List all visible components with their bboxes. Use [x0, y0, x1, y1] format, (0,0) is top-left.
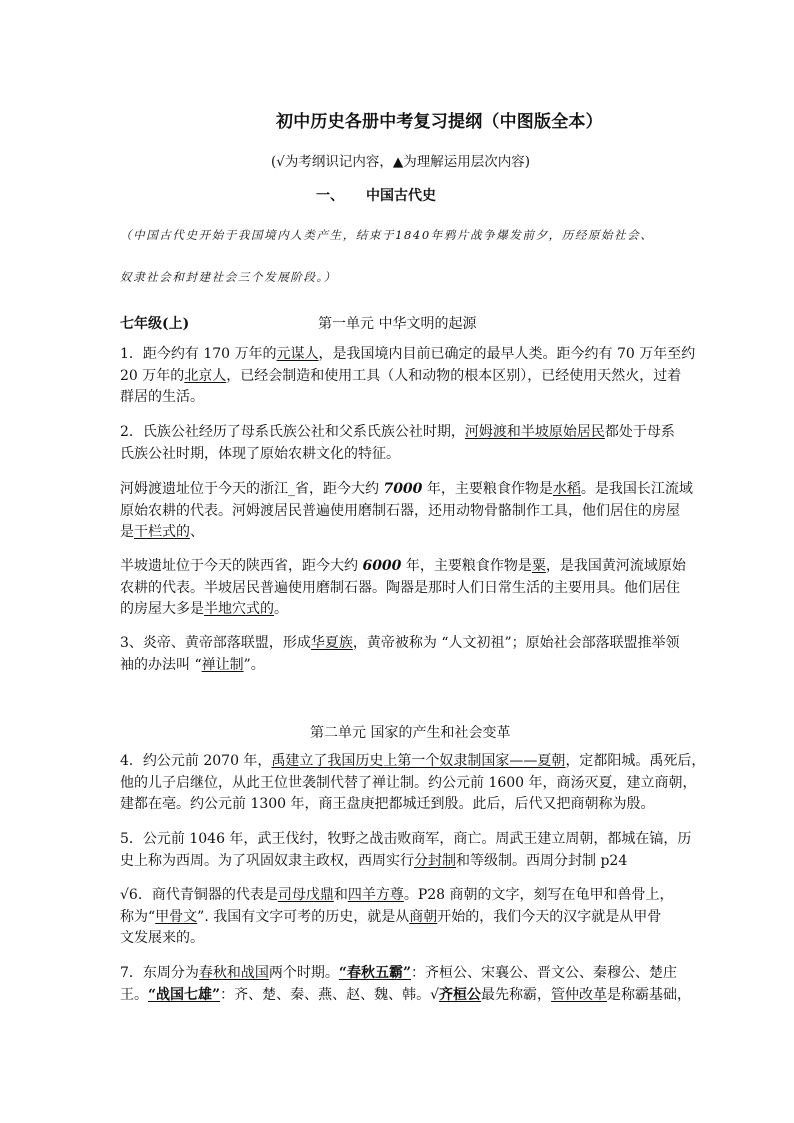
subtitle-text: 为考纲识记内容，▲为理解运用层次内容) — [284, 154, 531, 170]
term-duke-huan: 齐桓公 — [439, 986, 482, 1003]
subtitle-open: ( — [271, 154, 277, 170]
intro-line-1: （中国古代史开始于我国境内人类产生，结束于1840年鸦片战争爆发前夕，历经原始社会、 — [120, 228, 654, 242]
term-shang: 商朝 — [409, 908, 438, 925]
term-simuwu-ding: 司母戊鼎 — [277, 887, 334, 903]
term-siyang-fangzun: 四羊方尊 — [347, 887, 404, 903]
term-ganlan: 干栏式的 — [134, 524, 190, 540]
term-semi-underground: 半地穴式的 — [204, 601, 274, 617]
grade-label: 七年级(上) — [120, 316, 190, 332]
term-guanzhong-reform: 管仲改革 — [551, 986, 608, 1003]
paragraph-5: 5．公元前 1046 年，武王伐纣，牧野之战击败商军，商亡。周武王建立周朝，都城在镐，历 史上称为西周。为了巩固奴隶主政权，西周实行分封制和等级制。西周分封制 p24 — [120, 831, 692, 869]
term-millet: 粟 — [531, 558, 546, 574]
check-mark-icon: √ — [276, 154, 285, 170]
term-xia-dynasty: 禹建立了我国历史上第一个奴隶制国家——夏朝 — [271, 753, 566, 769]
paragraph-6: √6．商代青铜器的代表是司母戊鼎和四羊方尊。P28 商朝的文字，刻写在龟甲和兽骨上， 称为“甲骨文”. 我国有文字可考的历史，就是从商朝开始的，我们今天的汉字就是从甲骨 文发展来的。 — [120, 887, 674, 946]
term-yuanmou: 元谋人 — [276, 346, 319, 362]
unit-1-title: 第一单元 中华文明的起源 — [318, 316, 477, 332]
paragraph-1: 1．距今约有 170 万年的元谋人，是我国境内目前已确定的最早人类。距今约有 70 万年至约 20 万年的北京人，已经会制造和使用工具（人和动物的根本区别），已经使用天然火，过着 群居的生活。 — [120, 346, 696, 405]
term-huaxia: 华夏族 — [310, 635, 353, 651]
paragraph-banpo: 半坡遗址位于今天的陕西省，距今大约 6000 年，主要粮食作物是粟，是我国黄河流域原始 农耕的代表。半坡居民普遍使用磨制石器。陶器是那时人们日常生活的主要用具。他们居住 的房屋大多是半地穴式的。 — [120, 558, 686, 617]
paragraph-3: 3、炎帝、黄帝部落联盟，形成华夏族，黄帝被称为 “人文初祖”；原始社会部落联盟推举领 袖的办法叫 “禅让制”。 — [120, 635, 680, 673]
term-abdication: 禅让制 — [201, 656, 244, 673]
paragraph-7: 7．东周分为春秋和战国两个时期。“春秋五霸”：齐桓公、宋襄公、晋文公、秦穆公、楚庄 王。“战国七雄”：齐、楚、秦、燕、赵、魏、韩。√齐桓公最先称霸，管仲改革是称霸基础， — [120, 965, 692, 1003]
term-oracle-bone: 甲骨文 — [155, 908, 198, 925]
intro-line-2: 奴隶社会和封建社会三个发展阶段。） — [120, 270, 337, 284]
term-five-hegemons: “春秋五霸” — [338, 965, 412, 981]
term-seven-states: “战国七雄” — [148, 986, 221, 1003]
section-title: 中国古代史 — [366, 188, 436, 204]
term-fengjian: 分封制 — [414, 852, 456, 869]
term-hemudu-banpo: 河姆渡和半坡原始居民 — [464, 424, 605, 440]
section-number: 一、 — [316, 188, 344, 204]
page-subtitle — [271, 150, 530, 170]
page-title: 初中历史各册中考复习提纲（中图版全本） — [276, 112, 603, 132]
paragraph-hemudu: 河姆渡遗址位于今天的浙江_省，距今大约 7000 年，主要粮食作物是水稻。是我国长江流域 原始农耕的代表。河姆渡居民普遍使用磨制石器，还用动物骨骼制作工具，他们居住的房屋 是干栏式的、 — [120, 481, 693, 540]
unit-2-title: 第二单元 国家的产生和社会变革 — [310, 725, 511, 741]
term-rice: 水稻 — [552, 481, 581, 497]
term-beijing-man: 北京人 — [184, 367, 227, 384]
section-heading — [316, 185, 436, 205]
paragraph-4: 4．约公元前 2070 年，禹建立了我国历史上第一个奴隶制国家——夏朝，定都阳城。禹死后， 他的儿子启继位，从此王位世袭制代替了禅让制。约公元前 1600 年，商汤灭夏，建立商朝， 建都在亳。约公元前 1300 年，商王盘庚把都城迁到殷。此后，后代又把商朝称为殷。 — [120, 753, 706, 812]
term-spring-warring: 春秋和战国 — [198, 965, 269, 981]
paragraph-2: 2．氏族公社经历了母系氏族公社和父系氏族公社时期，河姆渡和半坡原始居民都处于母系 氏族公社时期，体现了原始农耕文化的特征。 — [120, 424, 675, 462]
